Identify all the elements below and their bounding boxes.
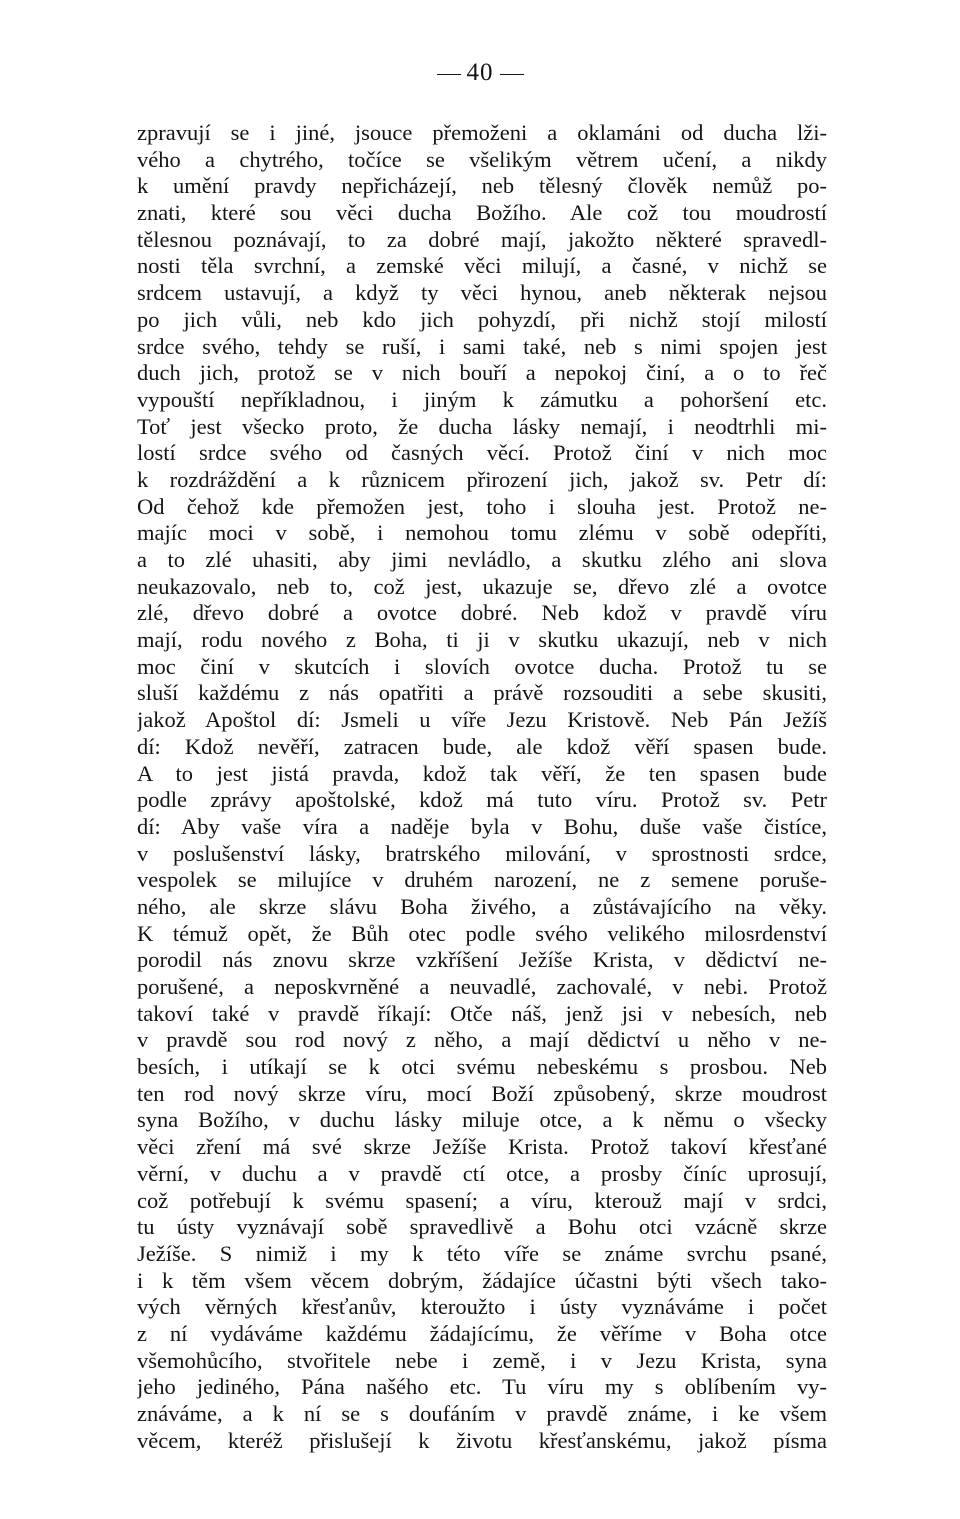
- text-line: Toť jest všecko proto, že ducha lásky nemají, i neodtrhli mi-: [137, 413, 827, 439]
- text-line: syna Božího, v duchu lásky miluje otce, a k němu o všecky: [137, 1107, 827, 1133]
- text-line: porušené, a neposkvrněné a neuvadlé, zachovalé, v nebi. Protož: [137, 974, 827, 999]
- page-number: [0, 58, 960, 88]
- text-line: vého a chytrého, točíce se všelikým větrem učení, a nikdy: [137, 146, 827, 172]
- text-line: ten rod nový skrze víru, mocí Boží způsobený, skrze moudrost: [137, 1080, 827, 1106]
- text-line: všemohůcího, stvořitele nebe i země, i v Jezu Krista, syna: [137, 1347, 827, 1373]
- text-line: K témuž opět, že Bůh otec podle svého velikého milosrdenství: [137, 920, 827, 946]
- page-number-value: 40: [466, 59, 494, 86]
- text-body: [137, 120, 827, 1454]
- text-line: dí: Aby vaše víra a naděje byla v Bohu, duše vaše čistíce,: [137, 813, 827, 839]
- text-line: srdcem ustavují, a když ty věci hynou, aneb některak nejsou: [137, 280, 827, 306]
- text-line: věci zření má své skrze Ježíše Krista. Protož takoví křesťané: [137, 1134, 827, 1160]
- text-line: znati, které sou věci ducha Božího. Ale což tou moudrostí: [137, 200, 827, 226]
- text-line: k umění pravdy nepřicházejí, neb tělesný člověk nemůž po-: [137, 173, 827, 199]
- text-line: vých věrných křesťanův, kteroužto i ústy vyznáváme i počet: [137, 1294, 827, 1320]
- text-line: v poslušenství lásky, bratrského milování, v sprostnosti srdce,: [137, 840, 827, 866]
- text-line: moc činí v skutcích i slovích ovotce ducha. Protož tu se: [137, 653, 827, 679]
- text-line: z ní vydáváme každému žádajícímu, že věříme v Boha otce: [137, 1320, 827, 1346]
- text-line: neukazovalo, neb to, což jest, ukazuje se, dřevo zlé a ovotce: [137, 573, 827, 599]
- text-line: A to jest jistá pravda, kdož tak věří, že ten spasen bude: [137, 760, 827, 786]
- text-line: takoví také v pravdě říkají: Otče náš, jenž jsi v nebesích, neb: [137, 1000, 827, 1026]
- text-line: tu ústy vyznávají sobě spravedlivě a Bohu otci vzácně skrze: [137, 1214, 827, 1240]
- text-line: věcem, kteréž přislušejí k životu křesťanskému, jakož písma: [137, 1427, 827, 1453]
- text-line: jeho jediného, Pána našého etc. Tu víru my s oblíbením vy-: [137, 1374, 827, 1400]
- text-line: zpravují se i jiné, jsouce přemoženi a oklamáni od ducha lži-: [137, 120, 827, 145]
- text-line: jakož Apoštol dí: Jsmeli u víře Jezu Kristově. Neb Pán Ježíš: [137, 707, 827, 733]
- text-line: dí: Kdož nevěří, zatracen bude, ale kdož věří spasen bude.: [137, 733, 827, 759]
- text-line: Od čehož kde přemožen jest, toho i slouha jest. Protož ne-: [137, 493, 827, 519]
- text-line: k rozdráždění a k různicem přirození jich, jakož sv. Petr dí:: [137, 466, 827, 492]
- text-line: duch jich, protož se v nich bouří a nepokoj činí, a o to řeč: [137, 360, 827, 386]
- text-line: podle zprávy apoštolské, kdož má tuto víru. Protož sv. Petr: [137, 787, 827, 813]
- text-line: besích, i utíkají se k otci svému nebeskému s prosbou. Neb: [137, 1054, 827, 1080]
- text-line: nosti těla svrchní, a zemské věci milují, a časné, v nichž se: [137, 253, 827, 279]
- text-line: majíc moci v sobě, i nemohou tomu zlému v sobě odepříti,: [137, 520, 827, 546]
- text-line: sluší každému z nás opatřiti a právě rozsouditi a sebe skusiti,: [137, 680, 827, 706]
- text-line: a to zlé uhasiti, aby jimi nevládlo, a skutku zlého ani slova: [137, 547, 827, 572]
- text-line: porodil nás znovu skrze vzkříšení Ježíše Krista, v dědictví ne-: [137, 947, 827, 973]
- text-line: lostí srdce svého od časných věcí. Protož činí v nich moc: [137, 440, 827, 466]
- text-line: tělesnou poznávají, to za dobré mají, jakožto některé spravedl-: [137, 226, 827, 252]
- text-line: vespolek se milujíce v druhém narození, ne z semene poruše-: [137, 867, 827, 893]
- text-line: zlé, dřevo dobré a ovotce dobré. Neb kdož v pravdě víru: [137, 600, 827, 626]
- text-line: vypouští nepříkladnou, i jiným k zámutku a pohoršení etc.: [137, 386, 827, 412]
- dash-left: [437, 74, 461, 75]
- text-line: srdce svého, tehdy se ruší, i sami také, neb s nimi spojen jest: [137, 333, 827, 359]
- text-line: znáváme, a k ní se s doufáním v pravdě známe, i ke všem: [137, 1401, 827, 1426]
- text-line: i k těm všem věcem dobrým, žádajíce účastni býti všech tako-: [137, 1267, 827, 1293]
- text-line: což potřebují k svému spasení; a víru, kterouž mají v srdci,: [137, 1187, 827, 1213]
- text-line: věrní, v duchu a v pravdě ctí otce, a prosby číníc uprosují,: [137, 1160, 827, 1186]
- dash-right: [500, 74, 524, 75]
- text-line: ného, ale skrze slávu Boha živého, a zůstávajícího na věky.: [137, 893, 827, 919]
- text-line: po jich vůli, neb kdo jich pohyzdí, při nichž stojí milostí: [137, 306, 827, 332]
- text-line: v pravdě sou rod nový z něho, a mají dědictví u něho v ne-: [137, 1027, 827, 1053]
- text-line: Ježíše. S nimiž i my k této víře se známe svrchu psané,: [137, 1240, 827, 1266]
- text-line: mají, rodu nového z Boha, ti ji v skutku ukazují, neb v nich: [137, 627, 827, 653]
